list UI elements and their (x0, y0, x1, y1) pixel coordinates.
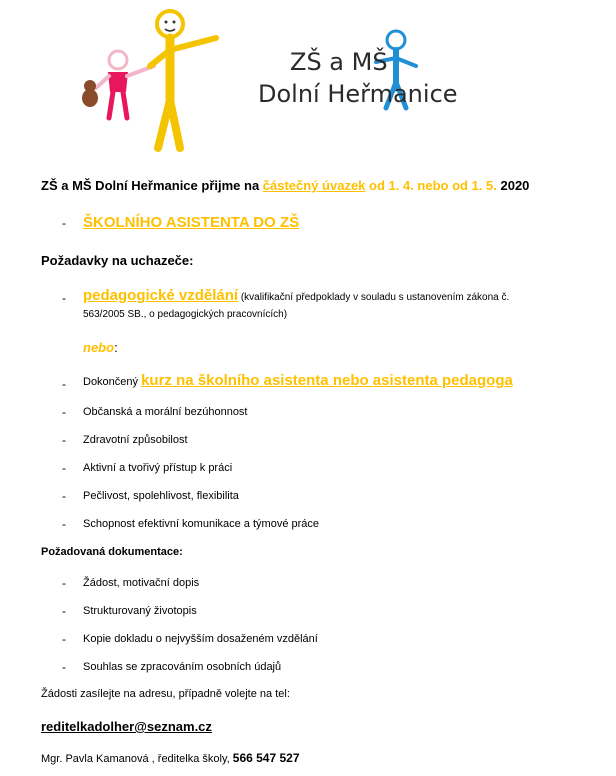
qualification-bullet: - (62, 291, 66, 305)
document-item: Žádost, motivační dopis (83, 577, 200, 589)
document-item: Strukturovaný životopis (83, 605, 197, 617)
document-item: Kopie dokladu o nejvyšším dosaženém vzdělání (83, 633, 318, 645)
intro-year: 2020 (496, 178, 530, 193)
contact-email[interactable]: reditelkadolher@seznam.cz (41, 719, 212, 734)
course-prefix: Dokončený (83, 376, 142, 388)
requirement-bullet: - (62, 517, 66, 531)
logo-line-1: ZŠ a MŠ (290, 48, 388, 76)
or-word: nebo (83, 340, 115, 355)
document-bullet: - (62, 604, 66, 618)
requirement-item: Zdravotní způsobilost (83, 434, 188, 446)
intro-part-time: částečný úvazek (262, 178, 366, 193)
position-title: ŠKOLNÍHO ASISTENTA DO ZŠ (83, 214, 300, 231)
intro-part-1: ZŠ a MŠ Dolní Heřmanice přijme na (41, 178, 263, 193)
contact-phone: 566 547 527 (232, 751, 300, 765)
requirement-item: Pečlivost, spolehlivost, flexibilita (83, 490, 239, 502)
requirement-bullet: - (62, 433, 66, 447)
documentation-heading: Požadovaná dokumentace: (41, 546, 183, 558)
intro-dates: od 1. 4. nebo od 1. 5. (365, 178, 497, 193)
requirement-item: Aktivní a tvořivý přístup k práci (83, 462, 233, 474)
qualification-detail-2: 563/2005 SB., o pedagogických pracovnících) (83, 309, 288, 320)
qualification-detail-1: (kvalifikační předpoklady v souladu s ustanovením zákona č. (238, 292, 510, 303)
document-bullet: - (62, 660, 66, 674)
intro-line (41, 178, 529, 193)
position-bullet: - (62, 216, 66, 230)
requirement-item: Občanská a morální bezúhonnost (83, 406, 248, 418)
document-bullet: - (62, 632, 66, 646)
requirement-bullet: - (62, 489, 66, 503)
or-colon: : (114, 340, 118, 355)
requirement-bullet: - (62, 405, 66, 419)
course-highlight: kurz na školního asistenta nebo asistenta pedagoga (141, 372, 513, 389)
qualification-highlight: pedagogické vzdělání (83, 287, 239, 304)
contact-text: Žádosti zasílejte na adresu, případně volejte na tel: (41, 688, 290, 700)
signature-line (41, 751, 300, 765)
school-logo (66, 0, 468, 160)
signature-name: Mgr. Pavla Kamanová , ředitelka školy, (41, 753, 233, 765)
requirement-bullet: - (62, 461, 66, 475)
logo-line-2: Dolní Heřmanice (258, 80, 458, 108)
course-bullet: - (62, 377, 66, 391)
course-line (83, 372, 513, 390)
qualification-line (83, 287, 509, 305)
requirement-item: Schopnost efektivní komunikace a týmové práce (83, 518, 320, 530)
requirements-heading: Požadavky na uchazeče: (41, 253, 194, 268)
document-bullet: - (62, 576, 66, 590)
or-line (83, 340, 118, 355)
document-item: Souhlas se zpracováním osobních údajů (83, 661, 282, 673)
